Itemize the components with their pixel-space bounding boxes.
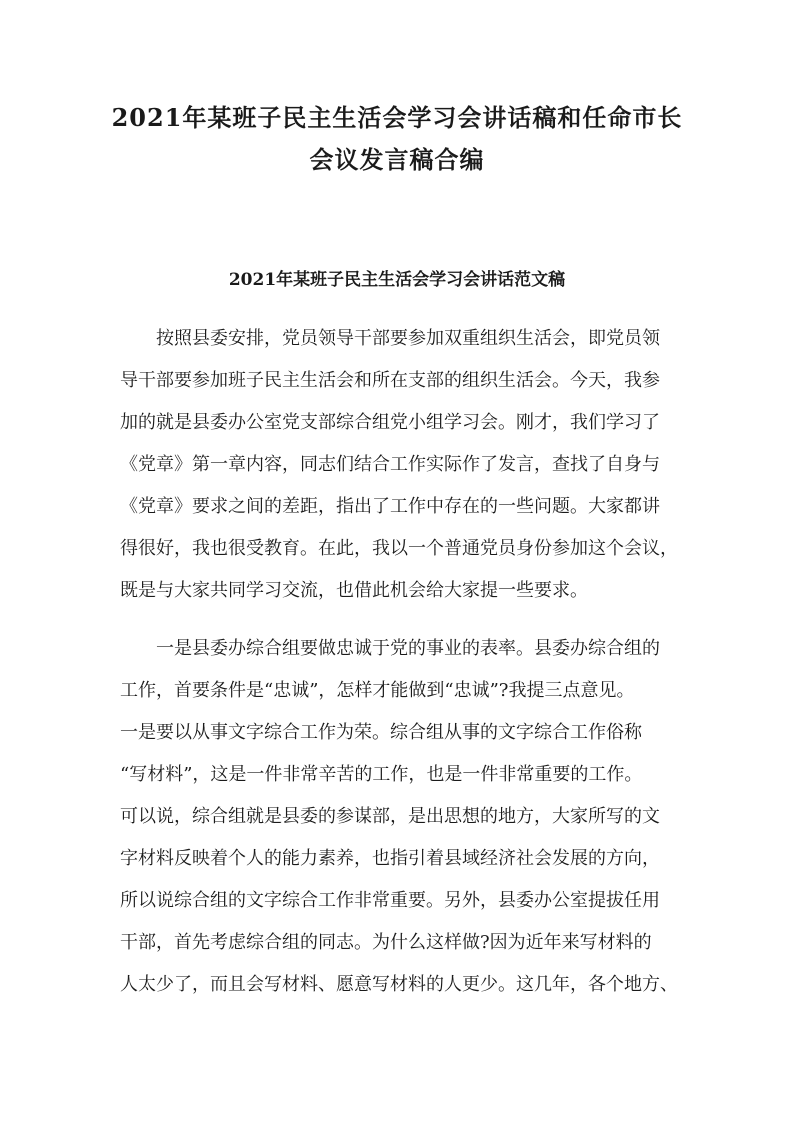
document-title-line-1: 2021年某班子民主生活会学习会讲话稿和任命市长	[111, 103, 683, 132]
paragraph-1-line: 《党章》要求之间的差距，指出了工作中存在的一些问题。大家都讲	[120, 496, 660, 517]
paragraph-2-line: 所以说综合组的文字综合工作非常重要。另外，县委办公室提拔任用	[120, 890, 660, 911]
paragraph-2-line: 字材料反映着个人的能力素养，也指引着县域经济社会发展的方向，	[120, 848, 660, 869]
document-title-line-2: 会议发言稿合编	[309, 145, 485, 174]
paragraph-2-line: 工作，首要条件是“忠诚”，怎样才能做到“忠诚”?我提三点意见。	[120, 680, 635, 701]
paragraph-2-line: 一是要以从事文字综合工作为荣。综合组从事的文字综合工作俗称	[120, 722, 642, 743]
paragraph-1-line: 既是与大家共同学习交流，也借此机会给大家提一些要求。	[120, 580, 588, 601]
paragraph-1-line: 加的就是县委办公室党支部综合组党小组学习会。刚才，我们学习了	[120, 412, 660, 433]
paragraph-1-line: 《党章》第一章内容，同志们结合工作实际作了发言，查找了自身与	[120, 454, 660, 475]
paragraph-2-line: 一是县委办综合组要做忠诚于党的事业的表率。县委办综合组的	[156, 638, 660, 659]
paragraph-2-line: 干部，首先考虑综合组的同志。为什么这样做?因为近年来写材料的	[120, 932, 652, 953]
paragraph-2-line: 人太少了，而且会写材料、愿意写材料的人更少。这几年，各个地方、	[120, 974, 678, 995]
paragraph-2-line: “写材料”，这是一件非常辛苦的工作，也是一件非常重要的工作。	[120, 764, 643, 785]
paragraph-2-line: 可以说，综合组就是县委的参谋部，是出思想的地方，大家所写的文	[120, 806, 660, 827]
section-title: 2021年某班子民主生活会学习会讲话范文稿	[228, 270, 566, 290]
paragraph-1-line: 按照县委安排，党员领导干部要参加双重组织生活会，即党员领	[156, 328, 660, 349]
paragraph-1-line: 导干部要参加班子民主生活会和所在支部的组织生活会。今天，我参	[120, 370, 660, 391]
paragraph-1-line: 得很好，我也很受教育。在此，我以一个普通党员身份参加这个会议，	[120, 538, 678, 559]
